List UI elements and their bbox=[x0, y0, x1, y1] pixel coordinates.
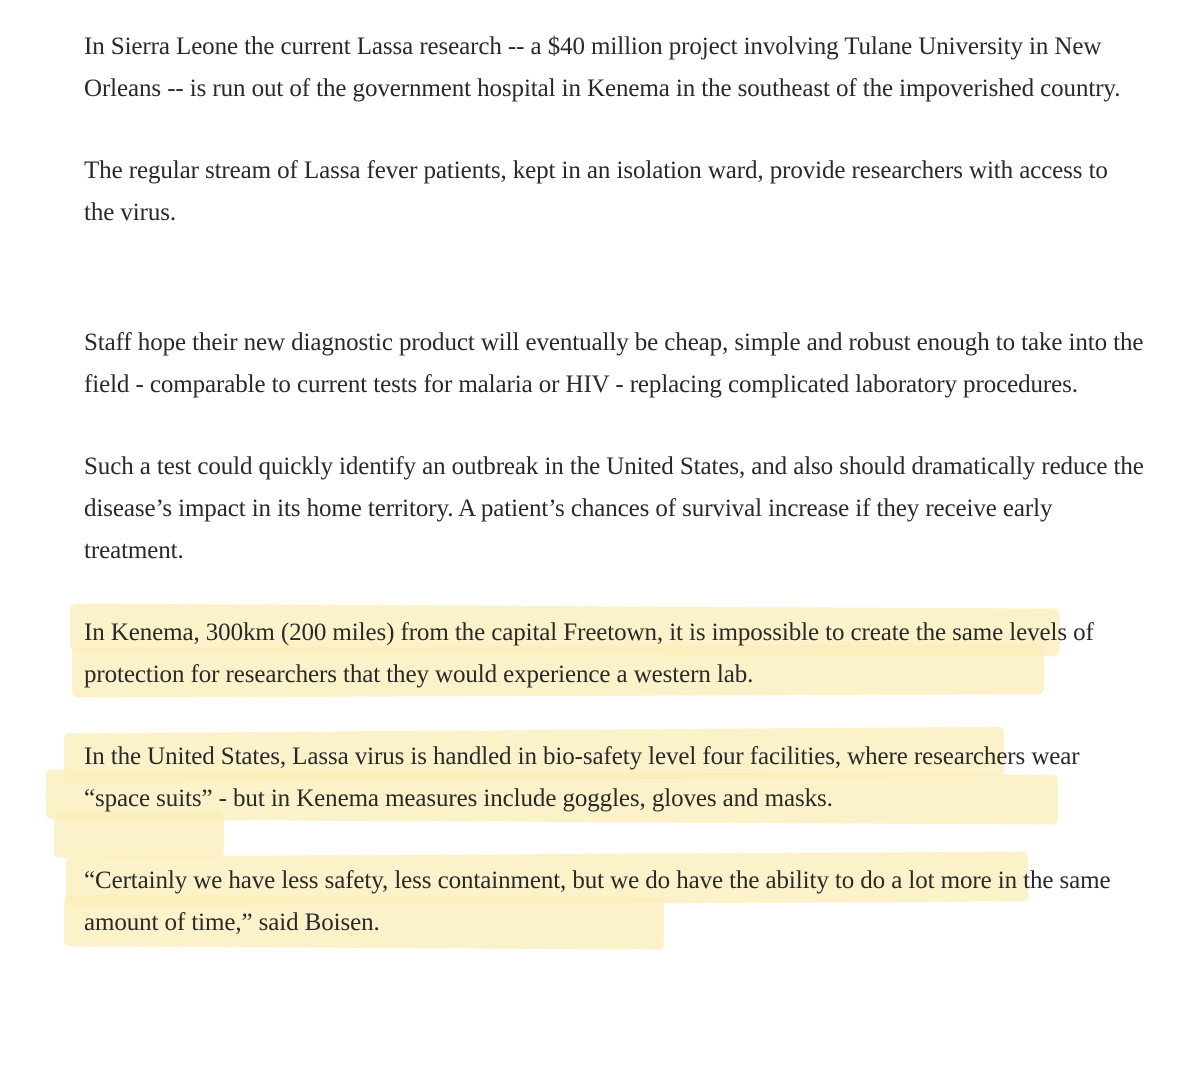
paragraph-text: In Kenema, 300km (200 miles) from the capital Freetown, it is impossible to create the same levels of protection for researchers that they would experience a western lab. bbox=[84, 619, 1094, 688]
article-body bbox=[84, 26, 1144, 944]
paragraph-text: Such a test could quickly identify an outbreak in the United States, and also should dramatically reduce the disease’s impact in its home territory. A patient’s chances of survival increase if they receive early treatment. bbox=[84, 453, 1144, 564]
highlighted-paragraph bbox=[84, 736, 1144, 820]
highlighted-paragraph bbox=[84, 612, 1144, 696]
paragraph-text: The regular stream of Lassa fever patients, kept in an isolation ward, provide researchers with access to the virus. bbox=[84, 157, 1108, 226]
highlighted-paragraph bbox=[84, 860, 1144, 944]
paragraph-text: Staff hope their new diagnostic product will eventually be cheap, simple and robust enough to take into the field - comparable to current tests for malaria or HIV - replacing complicated laboratory procedures. bbox=[84, 329, 1144, 398]
paragraph bbox=[84, 446, 1144, 572]
paragraph bbox=[84, 26, 1144, 110]
paragraph-text: “Certainly we have less safety, less containment, but we do have the ability to do a lot more in the same amount of time,” said Boisen. bbox=[84, 867, 1111, 936]
paragraph-text: In Sierra Leone the current Lassa research -- a $40 million project involving Tulane University in New Orleans -- is run out of the government hospital in Kenema in the southeast of the impoverished country. bbox=[84, 33, 1121, 102]
paragraph-text: In the United States, Lassa virus is handled in bio-safety level four facilities, where researchers wear “space suits” - but in Kenema measures include goggles, gloves and masks. bbox=[84, 743, 1080, 812]
highlight-mark bbox=[54, 812, 224, 859]
paragraph bbox=[84, 150, 1144, 234]
paragraph bbox=[84, 322, 1144, 406]
